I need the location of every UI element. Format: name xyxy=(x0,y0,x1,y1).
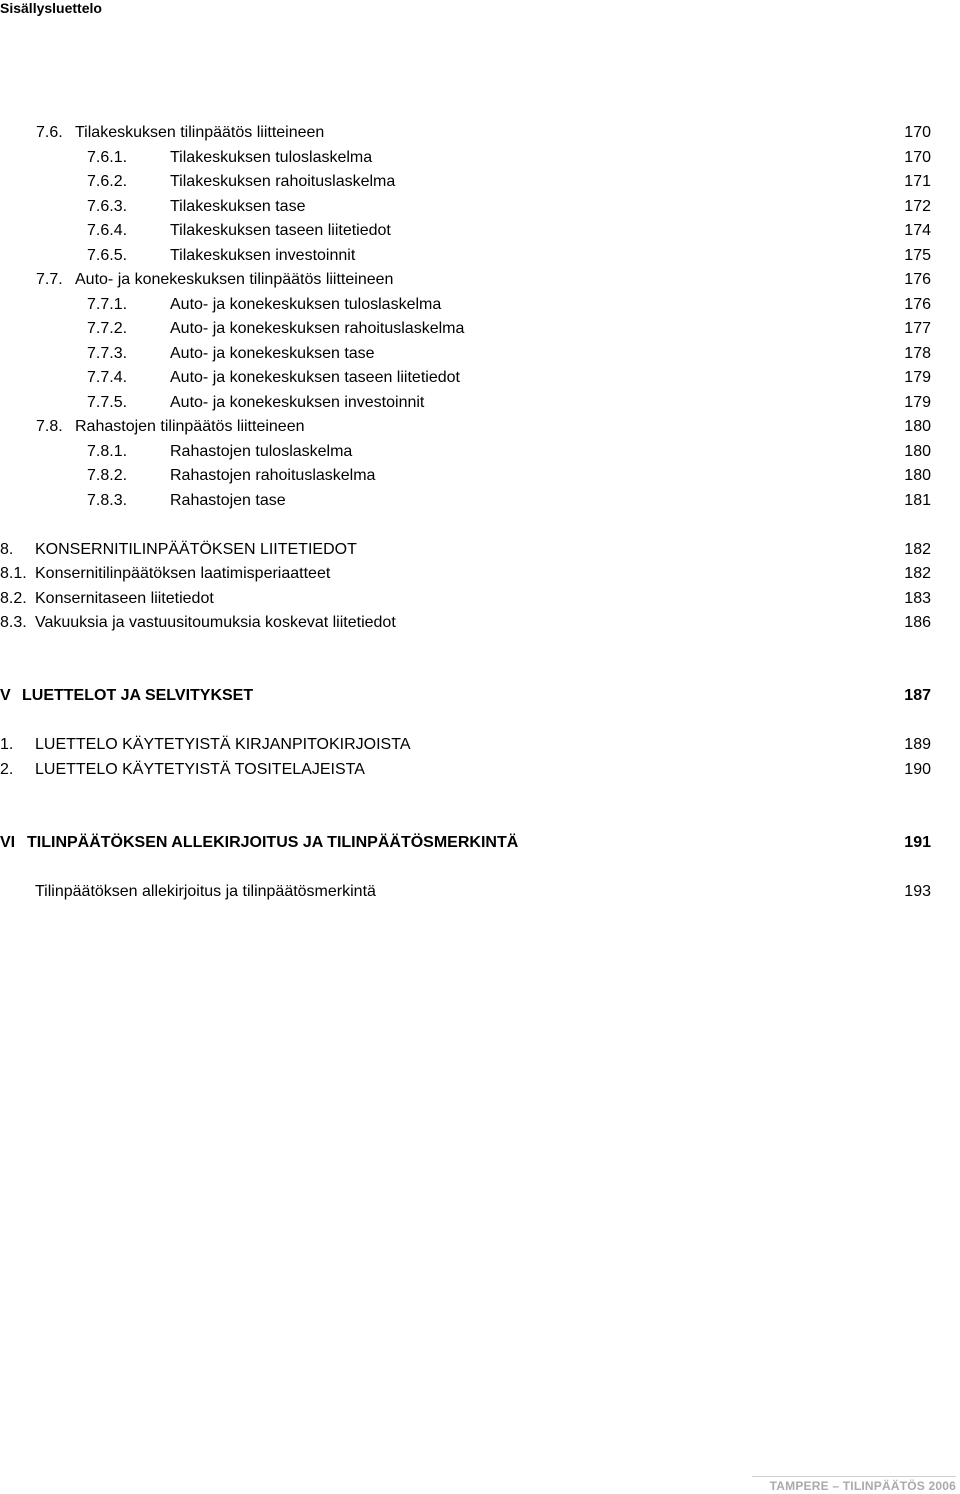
toc-section-entry[interactable] xyxy=(0,831,960,855)
toc-number: 7.8.2. xyxy=(87,467,128,484)
toc-number: 7.6. xyxy=(36,124,63,141)
toc-number: 7.8. xyxy=(36,418,63,435)
toc-title: Tilakeskuksen taseen liitetiedot xyxy=(170,222,391,239)
toc-title: Rahastojen tuloslaskelma xyxy=(170,443,353,460)
toc-number: 7.7.2. xyxy=(87,320,128,337)
toc-number: 7.7.4. xyxy=(87,369,128,386)
toc-page: 180 xyxy=(904,467,931,484)
toc-page: 186 xyxy=(904,614,931,631)
toc-title: Konsernitilinpäätöksen laatimisperiaatteet xyxy=(35,565,331,582)
toc-page: 190 xyxy=(904,761,931,778)
toc-entry[interactable] xyxy=(0,317,960,341)
page-footer: TAMPERE – TILINPÄÄTÖS 2006 xyxy=(769,1479,956,1493)
toc-number: V xyxy=(0,687,11,704)
toc-entry[interactable] xyxy=(0,415,960,439)
toc-title: LUETTELOT JA SELVITYKSET xyxy=(22,687,254,704)
toc-page: 174 xyxy=(904,222,931,239)
toc-page: 189 xyxy=(904,736,931,753)
toc-entry[interactable] xyxy=(0,440,960,464)
toc-title: Tilakeskuksen tilinpäätös liitteineen xyxy=(75,124,325,141)
toc-page: 182 xyxy=(904,565,931,582)
page-header: Sisällysluettelo xyxy=(0,0,102,16)
toc-entry[interactable] xyxy=(0,146,960,170)
toc-page: 175 xyxy=(904,247,931,264)
toc-title: Tilakeskuksen tuloslaskelma xyxy=(170,149,373,166)
toc-page: 176 xyxy=(904,296,931,313)
toc-page: 179 xyxy=(904,369,931,386)
toc-title: Vakuuksia ja vastuusitoumuksia koskevat liitetiedot xyxy=(35,614,396,631)
toc-page: 181 xyxy=(904,492,931,509)
toc-title: TILINPÄÄTÖKSEN ALLEKIRJOITUS JA TILINPÄÄTÖSMERKINTÄ xyxy=(27,834,519,851)
toc-entry[interactable] xyxy=(0,195,960,219)
toc-entry[interactable] xyxy=(0,464,960,488)
toc-section-entry[interactable] xyxy=(0,684,960,708)
toc-entry[interactable] xyxy=(0,391,960,415)
toc-number: 7.6.2. xyxy=(87,173,128,190)
footer-divider xyxy=(752,1476,956,1477)
toc-number: 7.6.3. xyxy=(87,198,128,215)
toc-number: 8. xyxy=(0,541,14,558)
toc-page: 177 xyxy=(904,320,931,337)
toc-title: Auto- ja konekeskuksen tuloslaskelma xyxy=(170,296,442,313)
toc-page: 170 xyxy=(904,149,931,166)
toc-number: 8.3. xyxy=(0,614,27,631)
toc-entry[interactable] xyxy=(0,538,960,562)
toc-title: Rahastojen rahoituslaskelma xyxy=(170,467,376,484)
toc-number: 7.7.5. xyxy=(87,394,128,411)
toc-page: 180 xyxy=(904,418,931,435)
toc-title: Tilinpäätöksen allekirjoitus ja tilinpäätösmerkintä xyxy=(35,883,376,900)
toc-page: 180 xyxy=(904,443,931,460)
toc-entry[interactable] xyxy=(0,293,960,317)
toc-entry[interactable] xyxy=(0,733,960,757)
toc-page: 179 xyxy=(904,394,931,411)
toc-page: 182 xyxy=(904,541,931,558)
toc-entry[interactable] xyxy=(0,880,960,904)
toc-entry[interactable] xyxy=(0,611,960,635)
toc-number: 2. xyxy=(0,761,14,778)
toc-title: Rahastojen tase xyxy=(170,492,286,509)
toc-number: 7.6.5. xyxy=(87,247,128,264)
toc-entry[interactable] xyxy=(0,244,960,268)
toc-title: Auto- ja konekeskuksen tase xyxy=(170,345,375,362)
toc-entry[interactable] xyxy=(0,489,960,513)
toc-number: 1. xyxy=(0,736,14,753)
toc-title: Tilakeskuksen rahoituslaskelma xyxy=(170,173,396,190)
toc-number: 7.8.1. xyxy=(87,443,128,460)
toc-page: 172 xyxy=(904,198,931,215)
toc-entry[interactable] xyxy=(0,121,960,145)
toc-number: 7.7.3. xyxy=(87,345,128,362)
toc-title: KONSERNITILINPÄÄTÖKSEN LIITETIEDOT xyxy=(35,541,357,558)
toc-number: 8.1. xyxy=(0,565,27,582)
toc-number: VI xyxy=(0,834,16,851)
toc-title: Auto- ja konekeskuksen taseen liitetiedot xyxy=(170,369,460,386)
toc-title: Auto- ja konekeskuksen rahoituslaskelma xyxy=(170,320,465,337)
toc-entry[interactable] xyxy=(0,170,960,194)
toc-entry[interactable] xyxy=(0,562,960,586)
toc-entry[interactable] xyxy=(0,587,960,611)
toc-title: Auto- ja konekeskuksen investoinnit xyxy=(170,394,425,411)
toc-number: 7.6.1. xyxy=(87,149,128,166)
toc-entry[interactable] xyxy=(0,219,960,243)
toc-page: 170 xyxy=(904,124,931,141)
toc-number: 7.7.1. xyxy=(87,296,128,313)
toc-page: 171 xyxy=(904,173,931,190)
toc-entry[interactable] xyxy=(0,366,960,390)
toc-page: 178 xyxy=(904,345,931,362)
toc-number: 8.2. xyxy=(0,590,27,607)
toc-entry[interactable] xyxy=(0,342,960,366)
toc-number: 7.7. xyxy=(36,271,63,288)
toc-entry[interactable] xyxy=(0,268,960,292)
toc-title: LUETTELO KÄYTETYISTÄ TOSITELAJEISTA xyxy=(35,761,365,778)
toc-title: Rahastojen tilinpäätös liitteineen xyxy=(75,418,305,435)
toc-entry[interactable] xyxy=(0,758,960,782)
toc-title: Auto- ja konekeskuksen tilinpäätös liitteineen xyxy=(75,271,394,288)
toc-title: Tilakeskuksen investoinnit xyxy=(170,247,356,264)
toc-number: 7.6.4. xyxy=(87,222,128,239)
toc-page: 187 xyxy=(904,687,931,704)
toc-page: 193 xyxy=(904,883,931,900)
toc-title: LUETTELO KÄYTETYISTÄ KIRJANPITOKIRJOISTA xyxy=(35,736,411,753)
toc-page: 176 xyxy=(904,271,931,288)
toc-number: 7.8.3. xyxy=(87,492,128,509)
toc-page: 191 xyxy=(904,834,931,851)
toc-page: 183 xyxy=(904,590,931,607)
toc-title: Konsernitaseen liitetiedot xyxy=(35,590,214,607)
toc-title: Tilakeskuksen tase xyxy=(170,198,306,215)
